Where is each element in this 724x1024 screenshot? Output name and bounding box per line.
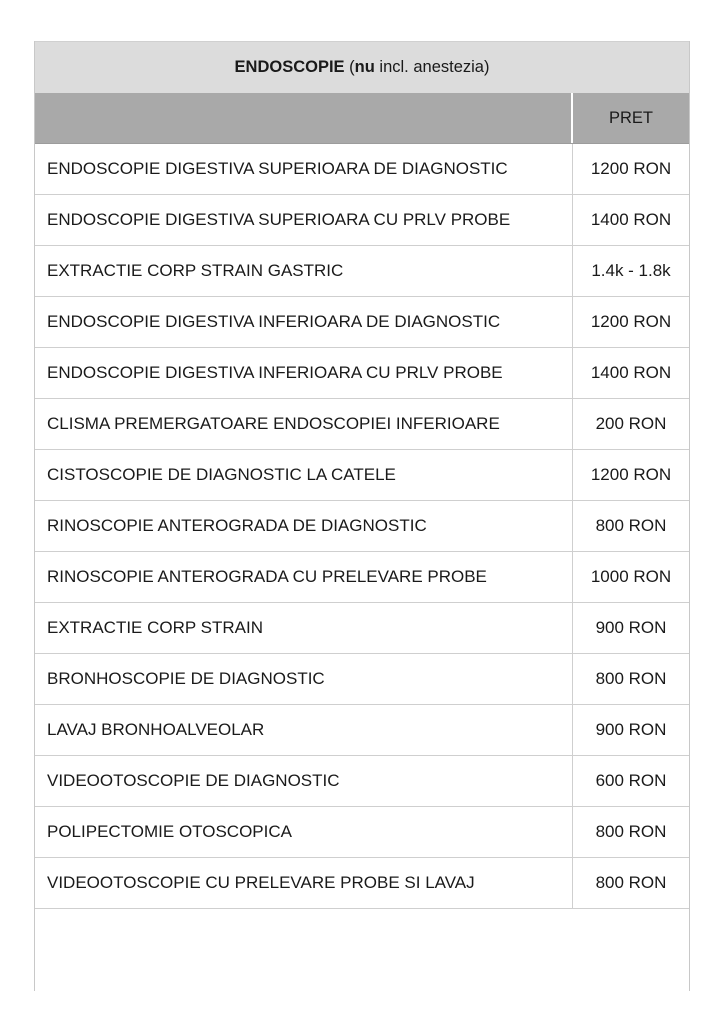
title-main xyxy=(235,58,490,77)
service-price: 1.4k - 1.8k xyxy=(591,261,671,280)
service-name: VIDEOOTOSCOPIE CU PRELEVARE PROBE SI LAVAJ xyxy=(35,858,573,908)
title-bold: ENDOSCOPIE xyxy=(234,58,345,76)
table-row xyxy=(35,297,689,348)
service-name: VIDEOOTOSCOPIE DE DIAGNOSTIC xyxy=(35,756,573,806)
service-price: 900 RON xyxy=(595,720,667,739)
service-price: 1400 RON xyxy=(590,210,672,229)
service-name: ENDOSCOPIE DIGESTIVA SUPERIOARA DE DIAGNOSTIC xyxy=(35,144,573,194)
service-price: 600 RON xyxy=(595,771,667,790)
service-name: RINOSCOPIE ANTEROGRADA DE DIAGNOSTIC xyxy=(35,501,573,551)
service-name: RINOSCOPIE ANTEROGRADA CU PRELEVARE PROBE xyxy=(35,552,573,602)
service-name: CISTOSCOPIE DE DIAGNOSTIC LA CATELE xyxy=(35,450,573,500)
service-name: CLISMA PREMERGATOARE ENDOSCOPIEI INFERIOARE xyxy=(35,399,573,449)
table-row xyxy=(35,807,689,858)
service-name: BRONHOSCOPIE DE DIAGNOSTIC xyxy=(35,654,573,704)
service-name: ENDOSCOPIE DIGESTIVA INFERIOARA DE DIAGNOSTIC xyxy=(35,297,573,347)
service-price: 900 RON xyxy=(595,618,667,637)
service-price: 1200 RON xyxy=(590,312,672,331)
table-row xyxy=(35,348,689,399)
service-name: EXTRACTIE CORP STRAIN xyxy=(35,603,573,653)
table-row xyxy=(35,654,689,705)
table-row xyxy=(35,195,689,246)
table-row xyxy=(35,144,689,195)
service-name: EXTRACTIE CORP STRAIN GASTRIC xyxy=(35,246,573,296)
header-price-cell: PRET xyxy=(608,108,653,127)
service-name: LAVAJ BRONHOALVEOLAR xyxy=(35,705,573,755)
table-row xyxy=(35,756,689,807)
service-price: 800 RON xyxy=(595,873,667,892)
service-name: POLIPECTOMIE OTOSCOPICA xyxy=(35,807,573,857)
service-price: 1200 RON xyxy=(590,465,672,484)
header-name-cell xyxy=(35,93,573,143)
table-row xyxy=(35,246,689,297)
table-row xyxy=(35,450,689,501)
title-nu: nu xyxy=(354,58,375,76)
service-price: 800 RON xyxy=(595,516,667,535)
table-row xyxy=(35,705,689,756)
service-price: 800 RON xyxy=(595,822,667,841)
service-price: 200 RON xyxy=(595,414,667,433)
title-paren: ( xyxy=(344,58,355,76)
service-price: 1000 RON xyxy=(590,567,672,586)
service-price: 1400 RON xyxy=(590,363,672,382)
table-title xyxy=(35,41,689,93)
table-row xyxy=(35,552,689,603)
service-price: 800 RON xyxy=(595,669,667,688)
title-rest: incl. anestezia) xyxy=(374,58,490,76)
table-row xyxy=(35,603,689,654)
service-price: 1200 RON xyxy=(590,159,672,178)
service-name: ENDOSCOPIE DIGESTIVA SUPERIOARA CU PRLV PROBE xyxy=(35,195,573,245)
table-row xyxy=(35,501,689,552)
service-name: ENDOSCOPIE DIGESTIVA INFERIOARA CU PRLV PROBE xyxy=(35,348,573,398)
table-header xyxy=(35,93,689,144)
table-row xyxy=(35,399,689,450)
table-row xyxy=(35,858,689,909)
price-table xyxy=(34,41,690,991)
